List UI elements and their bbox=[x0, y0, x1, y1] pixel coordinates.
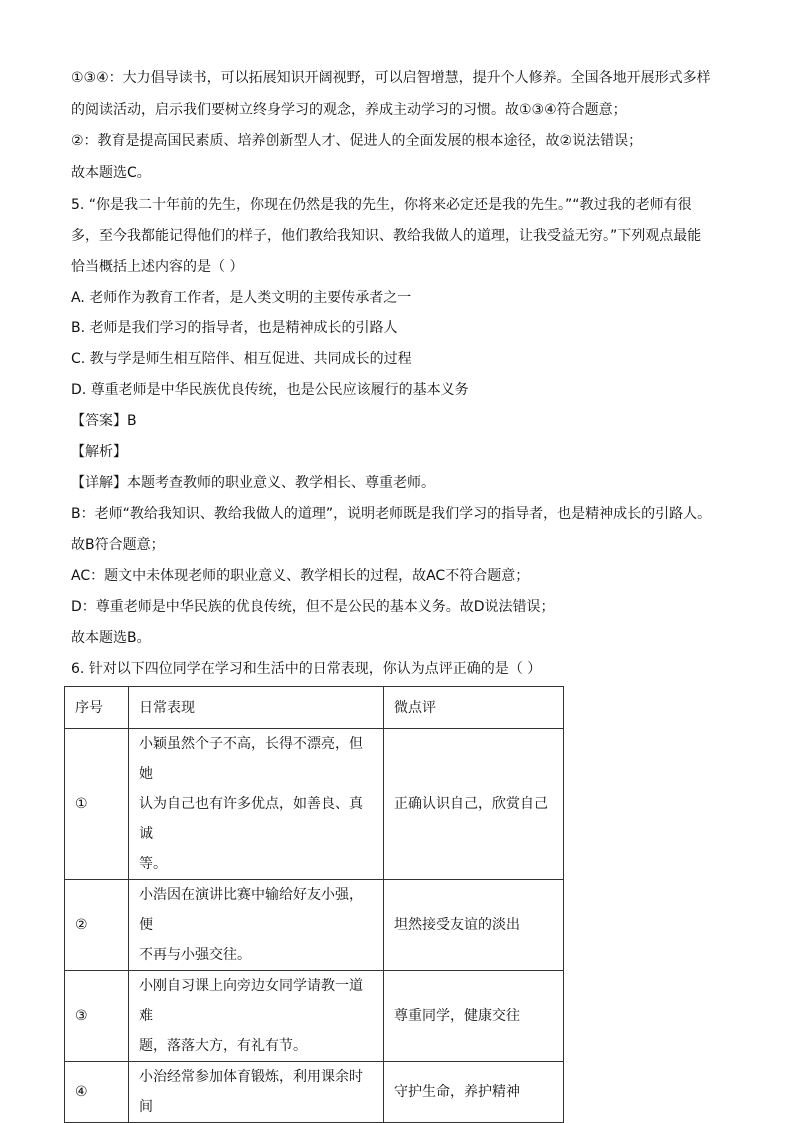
behavior-line: 小刚自习课上向旁边女同学请教一道难 bbox=[139, 978, 363, 1024]
header-cell: 日常表现 bbox=[129, 687, 384, 729]
table-row bbox=[65, 880, 564, 971]
comment-cell: 守护生命，养护精神 bbox=[384, 1062, 564, 1123]
option-c: C. 教与学是师生相互陪伴、相互促进、共同成长的过程 bbox=[71, 351, 412, 367]
row-number: ① bbox=[65, 729, 129, 880]
header-cell: 序号 bbox=[65, 687, 129, 729]
behavior-cell bbox=[129, 729, 384, 880]
option-d: D. 尊重老师是中华民族优良传统，也是公民应该履行的基本义务 bbox=[71, 382, 469, 398]
text-line: ②：教育是提高国民素质、培养创新型人才、促进人的全面发展的根本途径，故②说法错误； bbox=[71, 133, 643, 149]
header-cell: 微点评 bbox=[384, 687, 564, 729]
behavior-cell bbox=[129, 880, 384, 971]
text-line: 故B符合题意； bbox=[71, 537, 165, 553]
table-row bbox=[65, 971, 564, 1062]
row-number: ④ bbox=[65, 1062, 129, 1123]
behavior-cell bbox=[129, 971, 384, 1062]
answer-label: 【答案】B bbox=[71, 413, 137, 429]
behavior-line: 小治经常参加体育锻炼，利用课余时间 bbox=[139, 1069, 363, 1115]
comment-cell: 正确认识自己，欣赏自己 bbox=[384, 729, 564, 880]
question-5-line: 5. “你是我二十年前的先生，你现在仍然是我的先生，你将来必定还是我的先生。”“教过我的老师有很 bbox=[71, 197, 692, 213]
table-row bbox=[65, 729, 564, 880]
evaluation-table bbox=[64, 686, 564, 1123]
text-line: 多，至今我都能记得他们的样子，他们教给我知识、教给我做人的道理，让我受益无穷。”下列观点最能 bbox=[71, 228, 702, 244]
behavior-line: 题，落落大方，有礼有节。 bbox=[139, 1038, 307, 1054]
behavior-line: 等。 bbox=[139, 856, 167, 872]
behavior-line: 小浩因在演讲比赛中输给好友小强，便 bbox=[139, 887, 363, 933]
option-a: A. 老师作为教育工作者，是人类文明的主要传承者之一 bbox=[71, 290, 412, 306]
comment-cell: 尊重同学，健康交往 bbox=[384, 971, 564, 1062]
table-header-row bbox=[65, 687, 564, 729]
text-line: B：老师“教给我知识、教给我做人的道理”，说明老师既是我们学习的指导者，也是精神成长的引路人。 bbox=[71, 506, 712, 522]
row-number: ② bbox=[65, 880, 129, 971]
row-number: ③ bbox=[65, 971, 129, 1062]
behavior-line: 小颖虽然个子不高，长得不漂亮，但她 bbox=[139, 736, 363, 782]
text-line: ①③④：大力倡导读书，可以拓展知识开阔视野，可以启智增慧，提升个人修养。全国各地开展形式多样 bbox=[71, 70, 711, 86]
text-line: 的阅读活动，启示我们要树立终身学习的观念，养成主动学习的习惯。故①③④符合题意； bbox=[71, 102, 627, 118]
option-b: B. 老师是我们学习的指导者，也是精神成长的引路人 bbox=[71, 320, 398, 336]
text-line: 故本题选C。 bbox=[71, 165, 151, 181]
behavior-line: 不再与小强交往。 bbox=[139, 947, 251, 963]
table-row bbox=[65, 1062, 564, 1123]
question-6-line: 6. 针对以下四位同学在学习和生活中的日常表现，你认为点评正确的是（ ） bbox=[71, 661, 542, 677]
analysis-label: 【解析】 bbox=[71, 444, 127, 460]
comment-cell: 坦然接受友谊的淡出 bbox=[384, 880, 564, 971]
text-line: D：尊重老师是中华民族的优良传统，但不是公民的基本义务。故D说法错误； bbox=[71, 599, 555, 615]
behavior-cell bbox=[129, 1062, 384, 1123]
behavior-line: 认为自己也有许多优点，如善良、真诚 bbox=[139, 796, 363, 842]
text-line: AC：题文中未体现老师的职业意义、教学相长的过程，故AC不符合题意； bbox=[71, 568, 530, 584]
text-line: 故本题选B。 bbox=[71, 630, 151, 646]
detail-line: 【详解】本题考查教师的职业意义、教学相长、尊重老师。 bbox=[71, 475, 435, 491]
text-line: 恰当概括上述内容的是（ ） bbox=[71, 259, 244, 275]
